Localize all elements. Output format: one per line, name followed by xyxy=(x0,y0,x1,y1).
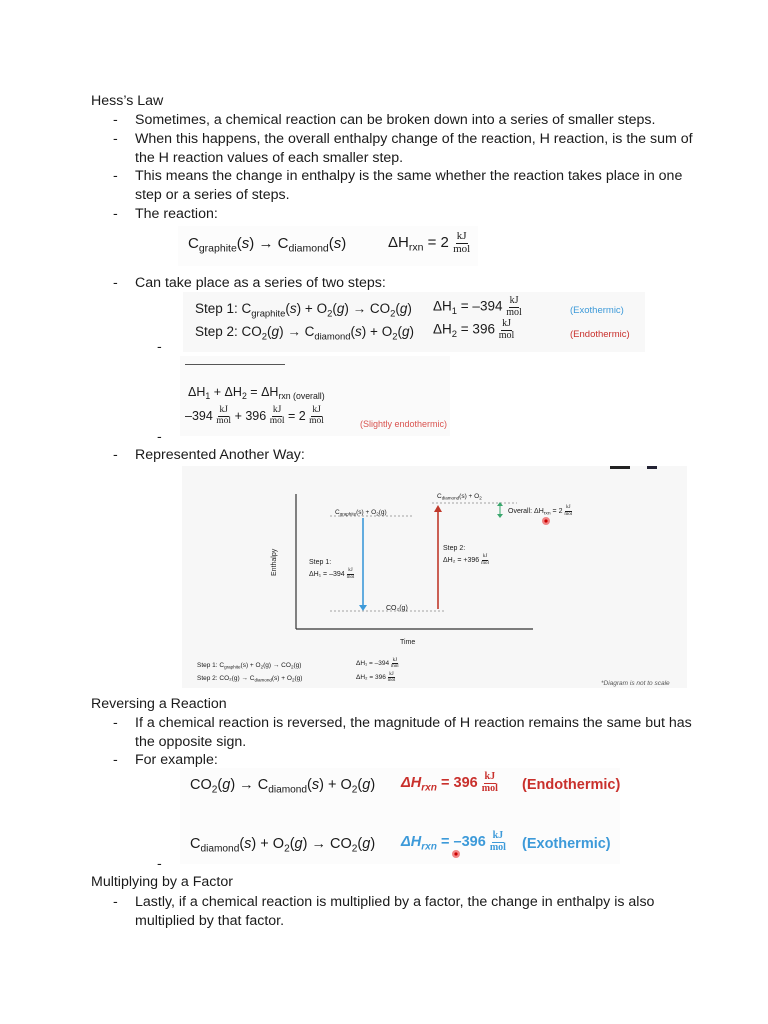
reaction-enthalpy: $\Delta H_{rxn} = 2$ $\frac{kJ}{\text{mol}}$ xyxy=(388,230,471,255)
legend-step2: Step 2: $CO_2(g) \to C_{diamond}(s) + O_2(g)$ xyxy=(197,675,303,683)
step2-label: Step 2: xyxy=(443,545,466,552)
co2-label: CO₂(g) xyxy=(386,605,408,612)
reverse-reaction-image xyxy=(180,768,620,864)
enthalpy-diagram xyxy=(182,466,687,688)
bullet-text: When this happens, the overall enthalpy change of the reaction, H reaction, is the sum of the H reaction values of each smaller step. xyxy=(135,131,693,166)
bullet-dash: - xyxy=(113,131,118,147)
bullet-dash: - xyxy=(157,856,162,872)
bullet-dash: - xyxy=(113,752,118,768)
bullet-dash: - xyxy=(113,275,118,291)
section-title-multiplying: Multiplying by a Factor xyxy=(91,874,233,890)
exothermic-label: (Exothermic) xyxy=(570,305,624,316)
step2-enthalpy: $\Delta H_2 = 396$ $\frac{kJ}{\text{mol}}$ xyxy=(433,318,515,341)
bullet-dash: - xyxy=(157,429,162,445)
section-title-reversing: Reversing a Reaction xyxy=(91,696,227,712)
diamond-state-label: $C_{diamond}(s) + O_2$ xyxy=(437,493,482,501)
marker-dot xyxy=(450,848,462,860)
enthalpy-diagram-svg xyxy=(182,466,687,688)
scale-note: *Diagram is not to scale xyxy=(601,680,670,687)
reverse-eq1-enthalpy: $\Delta H_{rxn} = 396$ $\frac{kJ}{\text{mol}}$ xyxy=(401,771,498,794)
step2-value: ΔH₂ = +396 $\frac{kJ}{\text{mol}}$ xyxy=(443,554,489,566)
step1-label: Step 1: xyxy=(309,559,332,566)
bullet-dash: - xyxy=(157,339,162,355)
reverse-eq2-enthalpy: $\Delta H_{rxn} = -396$ $\frac{kJ}{\text{mol}}$ xyxy=(401,830,506,853)
bullet-dash: - xyxy=(113,168,118,184)
graphite-state-label: $C_{graphite}(s) + O_2(g)$ xyxy=(335,509,387,517)
step1-enthalpy: $\Delta H_1 = -394$ $\frac{kJ}{\text{mol}}$ xyxy=(433,295,522,318)
reverse-eq2-type: (Exothermic) xyxy=(522,836,611,852)
sum-image xyxy=(180,356,450,436)
reaction-equation-image xyxy=(178,226,478,266)
step1-arrowhead xyxy=(359,605,367,611)
bullet-dash: - xyxy=(113,715,118,731)
bullet-text: If a chemical reaction is reversed, the magnitude of H reaction remains the same but has the opposite sign. xyxy=(135,715,692,750)
top-edge-mark xyxy=(610,466,630,469)
overall-arrowhead xyxy=(497,514,503,518)
bullet-text: Sometimes, a chemical reaction can be broken down into a series of smaller steps. xyxy=(135,112,656,128)
reverse-eq2: $C_{diamond}(s) + O_2(g) \to CO_2(g)$ xyxy=(190,836,376,855)
reverse-eq1: $CO_2(g) \to C_{diamond}(s) + O_2(g)$ xyxy=(190,777,376,796)
slightly-endothermic-label: (Slightly endothermic) xyxy=(360,419,448,429)
bullet-dash: - xyxy=(113,447,118,463)
bullet-text: Lastly, if a chemical reaction is multiplied by a factor, the change in enthalpy is also multiplied by that factor. xyxy=(135,894,655,929)
top-edge-mark xyxy=(647,466,657,469)
bullet-text: The reaction: xyxy=(135,206,218,222)
reverse-eq1-type: (Endothermic) xyxy=(522,777,621,793)
bullet-dash: - xyxy=(113,112,118,128)
step1-value: ΔH₁ = –394 $\frac{kJ}{\text{mol}}$ xyxy=(309,568,355,580)
bullet-text: Represented Another Way: xyxy=(135,447,305,463)
sum-divider xyxy=(185,364,285,365)
x-axis-label: Time xyxy=(400,639,416,646)
step1-equation: Step 1: $C_{graphite}(s) + O_2(g) \to CO_2(g)$ xyxy=(195,301,412,320)
section-title-hess: Hess’s Law xyxy=(91,93,164,109)
legend-step1: Step 1: $C_{graphite}(s) + O_2(g) \to CO_2(g)$ xyxy=(197,662,302,670)
bullet-text: For example: xyxy=(135,752,218,768)
two-steps-image xyxy=(183,292,645,352)
sum-line1: $\Delta H_1 + \Delta H_2 = \Delta H_{rxn (overall)}$ xyxy=(188,385,325,402)
overall-label: Overall: $\Delta H_{rxn} = 2$ $\frac{kJ}{\text{mol}}$ xyxy=(508,505,573,517)
step2-equation: Step 2: $CO_2(g) \to C_{diamond}(s) + O_2(g)$ xyxy=(195,324,414,343)
sum-line2: –394 $\frac{kJ}{\text{mol}}$ + 396 $\frac{kJ}{\text{mol}}$ = 2 $\frac{kJ}{\text{mol}}$ xyxy=(185,405,324,426)
reaction-equation: $C_{graphite}(s) \to C_{diamond}(s)$ xyxy=(188,235,347,255)
y-axis-label: Enthalpy xyxy=(271,548,278,576)
legend-step1-value: ΔH₁ = –394 $\frac{kJ}{\text{mol}}$ xyxy=(356,657,399,669)
bullet-text: This means the change in enthalpy is the same whether the reaction takes place in one step or a series of steps. xyxy=(135,168,683,203)
endothermic-label: (Endothermic) xyxy=(570,329,630,340)
bullet-dash: - xyxy=(113,894,118,910)
bullet-dash: - xyxy=(113,206,118,222)
legend-step2-value: ΔH₂ = 396 $\frac{kJ}{\text{mol}}$ xyxy=(356,671,396,683)
bullet-text: Can take place as a series of two steps: xyxy=(135,275,386,291)
